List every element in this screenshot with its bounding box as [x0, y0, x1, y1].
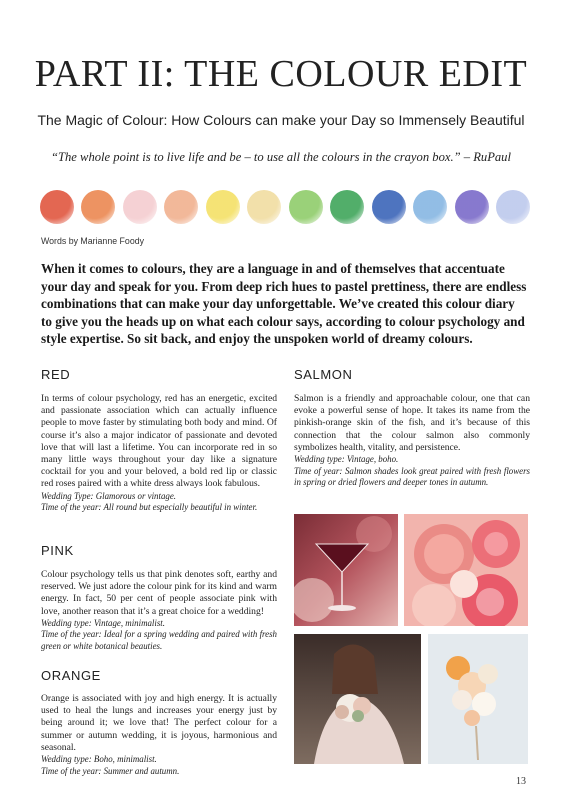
bride-bouquet-photo	[294, 634, 421, 764]
salmon-time-of-year: Time of year: Salmon shades look great paired with fresh flowers in spring or dried flowers and deeper tones in autumn.	[294, 465, 530, 488]
pink-time-of-year: Time of the year: Ideal for a spring wedding and paired with fresh green or white botanical beauties.	[41, 629, 277, 651]
pink-heading: PINK	[41, 543, 74, 558]
salmon-wedding-type: Wedding type: Vintage, boho.	[294, 454, 399, 465]
salmon-body: Salmon is a friendly and approachable colour, one that can evoke a powerful sense of hope. It takes its name from the pinkish-orange skin of the fish, and it’s because of this connection that the colour salmon also commonly symbolizes health, vitality, and persistence.	[294, 393, 530, 453]
orange-section	[41, 693, 277, 777]
colour-swatch	[289, 190, 323, 224]
page-number: 13	[516, 776, 526, 787]
cocktail-photo	[294, 514, 398, 626]
pull-quote: “The whole point is to live life and be – to use all the colours in the crayon box.” – RuPaul	[51, 150, 511, 164]
colour-swatch	[413, 190, 447, 224]
pink-body: Colour psychology tells us that pink denotes soft, earthy and reserved. We just adore the colour pink for its kind and warm energy. In fact, 50 per cent of people associate pink with love, another reason that it’s a great choice for a wedding!	[41, 569, 277, 617]
colour-swatch	[455, 190, 489, 224]
page-title: PART II: THE COLOUR EDIT	[34, 53, 528, 95]
colour-swatch	[81, 190, 115, 224]
colour-swatch	[496, 190, 530, 224]
red-section	[41, 393, 277, 514]
intro-paragraph: When it comes to colours, they are a language in and of themselves that accentuate your day and speak for you. From deep rich hues to pastel prettiness, there are endless combinations that can make your day unforgettable. We’ve created this colour diary to give you the heads up on what each colour says, according to colour psychology and style expertise. So sit back, and enjoy the unspoken world of dreamy colours.	[41, 261, 527, 347]
orange-time-of-year: Time of the year: Summer and autumn.	[41, 765, 180, 776]
colour-swatch	[372, 190, 406, 224]
colour-swatch	[40, 190, 74, 224]
pink-section	[41, 569, 277, 652]
colour-swatch	[330, 190, 364, 224]
colour-swatch-row	[40, 190, 530, 226]
colour-swatch	[164, 190, 198, 224]
orange-wedding-type: Wedding type: Boho, minimalist.	[41, 754, 157, 765]
colour-swatch	[247, 190, 281, 224]
colour-swatch	[206, 190, 240, 224]
salmon-heading: SALMON	[294, 367, 353, 382]
red-body: In terms of colour psychology, red has an energetic, excited and passionate association which can actually influence people to move faster by stimulating both body and mind. Of course it’s also a major indicator of passionate and devoted love that will last a lifetime. You can incorporate red in so many little ways throughout your day like a signature cocktail for you and your beloved, a bold red lip or classic red roses paired with a white dress always look fabulous.	[41, 393, 277, 490]
author-credit: Words by Marianne Foody	[41, 236, 145, 246]
salmon-section	[294, 393, 530, 489]
orange-heading: ORANGE	[41, 668, 101, 683]
red-heading: RED	[41, 367, 71, 382]
page-subtitle: The Magic of Colour: How Colours can make your Day so Immensely Beautiful	[37, 112, 525, 128]
floral-arrangement-photo	[428, 634, 528, 764]
orange-body: Orange is associated with joy and high energy. It is actually used to heal the lungs and increases your energy just by being around it; we love that! The perfect colour for a summer or autumn wedding, it is joyous, harmonious and seasonal.	[41, 693, 277, 753]
colour-swatch	[123, 190, 157, 224]
red-time-of-year: Time of the year: All round but especially beautiful in winter.	[41, 502, 258, 513]
red-wedding-type: Wedding Type: Glamorous or vintage.	[41, 490, 176, 501]
pink-wedding-type: Wedding type: Vintage, minimalist.	[41, 617, 165, 628]
macaron-flowers-photo	[404, 514, 528, 626]
